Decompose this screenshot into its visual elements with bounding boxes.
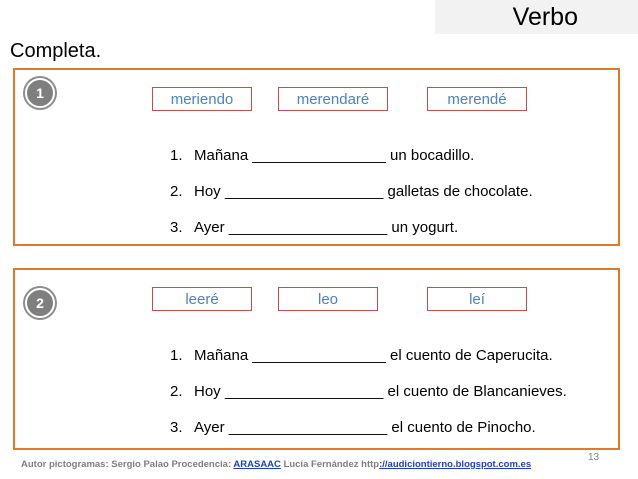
sentence-text: Mañana ________________ un bocadillo. (194, 147, 475, 164)
arasaac-link[interactable]: ARASAAC (233, 459, 281, 470)
sentence-list (170, 346, 567, 454)
sentence-item (170, 146, 533, 182)
sentence-text: Hoy ___________________ galletas de chocolate. (194, 183, 533, 200)
sentence-item (170, 418, 567, 454)
sentence-number: 2. (170, 183, 183, 200)
page-number: 13 (588, 452, 600, 463)
sentence-text: Mañana ________________ el cuento de Caperucita. (194, 347, 553, 364)
option-box[interactable]: merendé (427, 87, 527, 111)
sentence-list (170, 146, 533, 254)
sentence-number: 3. (170, 419, 183, 436)
option-box[interactable]: meriendo (152, 87, 252, 111)
sentence-item (170, 182, 533, 218)
footer-author-text: Autor pictogramas: Sergio Palao Procedencia: (21, 459, 234, 470)
page-title: Verbo (512, 3, 578, 31)
option-box[interactable]: leo (278, 287, 378, 311)
sentence-item (170, 218, 533, 254)
footer-credits (21, 459, 531, 470)
sentence-text: Ayer ___________________ un yogurt. (194, 219, 459, 236)
exercise-number-badge: 1 (25, 78, 55, 108)
sentence-number: 3. (170, 219, 183, 236)
footer-author2-text: Lucía Fernández http (280, 459, 380, 470)
exercise-2 (13, 268, 620, 450)
sentence-item (170, 346, 567, 382)
exercise-number-badge: 2 (25, 288, 55, 318)
sentence-number: 1. (170, 147, 183, 164)
sentence-text: Hoy ___________________ el cuento de Blancanieves. (194, 383, 567, 400)
sentence-number: 1. (170, 347, 183, 364)
sentence-text: Ayer ___________________ el cuento de Pinocho. (194, 419, 536, 436)
sentence-number: 2. (170, 383, 183, 400)
option-box[interactable]: merendaré (278, 87, 388, 111)
title-banner (435, 0, 638, 34)
option-box[interactable]: leeré (152, 287, 252, 311)
instruction-text: Completa. (10, 40, 102, 62)
sentence-item (170, 382, 567, 418)
option-box[interactable]: leí (427, 287, 527, 311)
blog-link[interactable]: ://audiciontierno.blogspot.com.es (379, 459, 532, 470)
exercise-1 (13, 68, 620, 246)
